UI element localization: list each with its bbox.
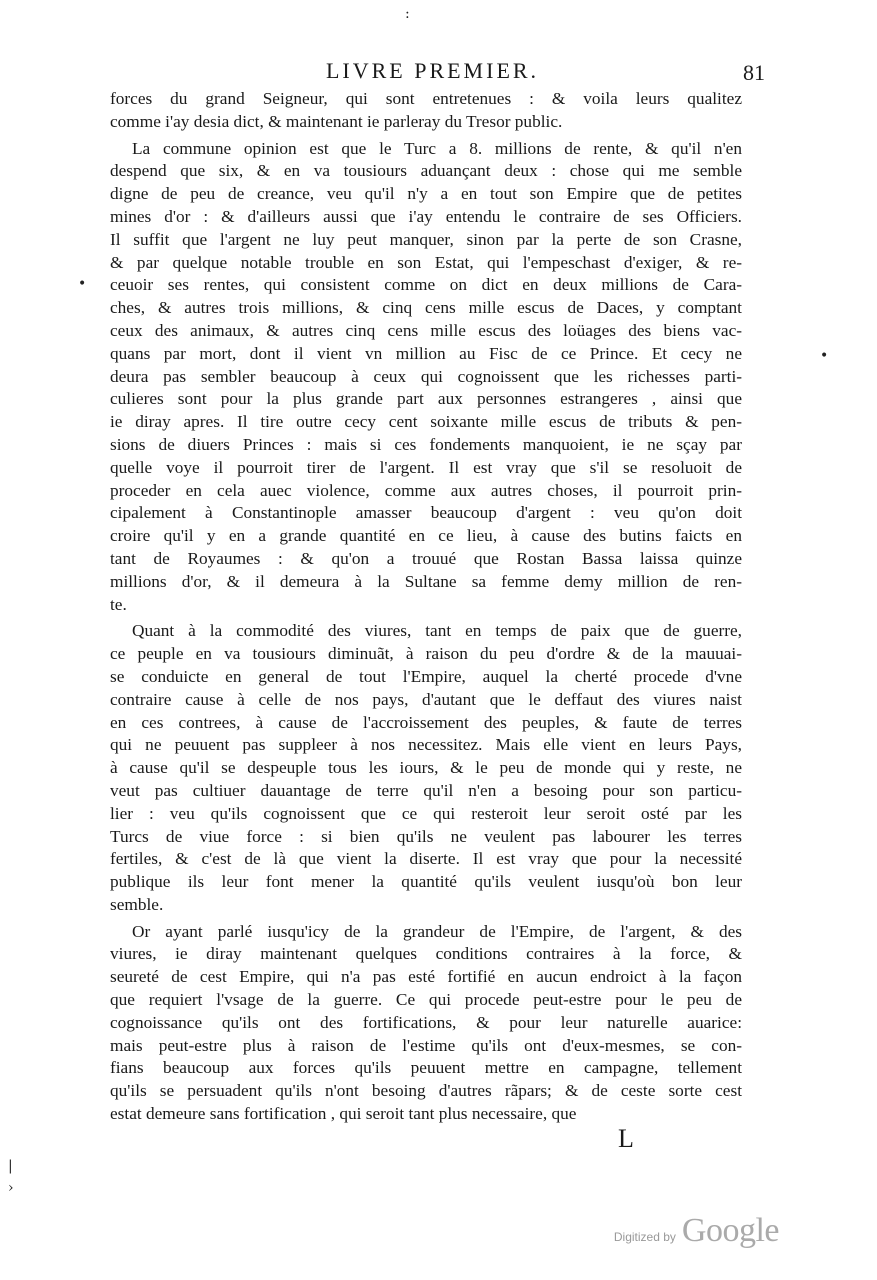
margin-bullet: • (820, 348, 829, 364)
page-number: 81 (743, 60, 765, 85)
text-line: ie diray apres. Il tire outre cecy cent soixante mille escus de tributs & pen- (110, 412, 742, 432)
text-line: proceder en cela auec violence, comme aux autres choses, il pourroit prin- (110, 480, 742, 500)
text-line: & par quelque notable trouble en son Estat, qui l'empeschast d'exiger, & re- (110, 252, 742, 272)
paragraph (110, 921, 742, 1126)
ink-mark: : (405, 6, 410, 22)
text-line: estat demeure sans fortification , qui seroit tant plus necessaire, que (110, 1104, 577, 1124)
text-line: ceuoir ses rentes, qui consistent comme on dict en deux millions de Cara- (110, 275, 742, 295)
paragraph (110, 88, 742, 134)
text-line: fertiles, & c'est de là que vient la diserte. Il est vray que pour la necessité (110, 849, 742, 869)
text-line: tant de Royaumes : & qu'on a trouué que Rostan Bassa laissa quinze (110, 548, 742, 568)
text-line: cognoissance qu'ils ont des fortifications, & pour leur naturelle auarice: (110, 1012, 742, 1032)
text-line: lier : veu qu'ils cognoissent que ce qui resteroit leur seroit osté par les (110, 803, 742, 823)
text-line: qu'ils se persuadent qu'ils n'ont besoing d'autres rãpars; & de ceste sorte cest (110, 1081, 742, 1101)
text-line: veut pas cultiuer dauantage de terre qu'il n'en a besoing pour son particu- (110, 780, 742, 800)
text-line: cipalement à Constantinople amasser beaucoup d'argent : veu qu'on doit (110, 503, 742, 523)
ink-mark: › (8, 1180, 14, 1196)
text-line: digne de peu de creance, veu qu'il n'y a en tout son Empire que de petites (110, 184, 742, 204)
ink-mark: | (8, 1158, 13, 1174)
text-line: te. (110, 594, 127, 614)
text-line: mines d'or : & d'ailleurs aussi que i'ay entendu le contraire de ses Officiers. (110, 206, 742, 226)
text-line: en ces contrees, à cause de l'accroissement des peuples, & faute de terres (110, 712, 742, 732)
text-line: publique ils leur font mener la quantité qu'ils veulent iusqu'où bon leur (110, 872, 742, 892)
paragraph (110, 138, 742, 617)
text-line: Turcs de viue force : si bien qu'ils ne veulent pas labourer les terres (110, 826, 742, 846)
text-line: contraire cause à celle de nos pays, d'autant que le deffaut des viures naist (110, 689, 742, 709)
digitized-by-label: Digitized by (613, 1230, 676, 1244)
text-line: ceux des animaux, & autres cinq cens mille escus des loüages des biens vac- (110, 320, 742, 340)
google-logo: Google (681, 1212, 779, 1249)
catchword: L (618, 1124, 634, 1153)
text-line: que requiert l'vsage de la guerre. Ce qui procede peut-estre pour le peu de (110, 990, 742, 1010)
text-line: culieres sont pour la plus grande part aux personnes estrangeres , ainsi que (110, 389, 742, 409)
running-title: LIVRE PREMIER. (325, 58, 540, 83)
text-line: Quant à la commodité des viures, tant en temps de paix que de guerre, (132, 621, 742, 641)
text-line: quans par mort, dont il vient vn million au Fisc de ce Prince. Et cecy ne (110, 343, 742, 363)
text-line: millions d'or, & il demeura à la Sultane sa femme demy million de ren- (110, 571, 742, 591)
text-line: quelle voye il pourroit tirer de l'argent. Il est vray que s'il se resoluoit de (110, 457, 742, 477)
text-line: sions de diuers Princes : mais si ces fondements manquoient, ie ne sçay par (110, 434, 742, 454)
text-line: seureté de cest Empire, qui n'a pas esté fortifié en aucun endroict à la façon (110, 967, 742, 987)
text-line: croire qu'il y en a grande quantité en ce lieu, à cause des butins faicts en (110, 526, 742, 546)
body-text (110, 88, 742, 1126)
text-line: viures, ie diray maintenant quelques conditions contraires à la force, & (110, 944, 742, 964)
text-line: ce peuple en va tousiours diminuãt, à raison du peu d'ordre & de la mauuai- (110, 644, 742, 664)
text-line: Il suffit que l'argent ne luy peut manquer, sinon par la perte de son Crasne, (110, 229, 742, 249)
text-line: Or ayant parlé iusqu'icy de la grandeur de l'Empire, de l'argent, & des (132, 921, 742, 941)
text-line: semble. (110, 894, 164, 914)
text-line: fians beaucoup aux forces qu'ils peuuent mettre en campagne, tellement (110, 1058, 742, 1078)
text-line: se conduicte en general de tout l'Empire, auquel la cherté procede d'vne (110, 666, 742, 686)
digitized-watermark (614, 1212, 779, 1250)
text-line: mais peut-estre plus à raison de l'estime qu'ils ont d'eux-mesmes, se con- (110, 1035, 742, 1055)
text-line: qui ne peuuent pas suppleer à nos necessitez. Mais elle vient en leurs Pays, (110, 735, 742, 755)
text-line: à cause qu'il se despeuple tous les iours, & le peu de monde qui y reste, ne (110, 758, 742, 778)
margin-bullet: • (78, 276, 87, 292)
text-line: La commune opinion est que le Turc a 8. millions de rente, & qu'il n'en (132, 138, 742, 158)
text-line: comme i'ay desia dict, & maintenant ie parleray du Tresor public. (110, 111, 563, 131)
text-line: ches, & autres trois millions, & cinq cens mille escus de Daces, y comptant (110, 298, 742, 318)
page-header (110, 58, 765, 92)
text-line: forces du grand Seigneur, qui sont entretenues : & voila leurs qualitez (110, 89, 742, 108)
paragraph (110, 620, 742, 916)
text-line: deura pas sembler beaucoup à ceux qui cognoissent que les richesses parti- (110, 366, 742, 386)
text-line: despend que six, & en va tousiours aduançant deux : chose qui me semble (110, 161, 742, 181)
